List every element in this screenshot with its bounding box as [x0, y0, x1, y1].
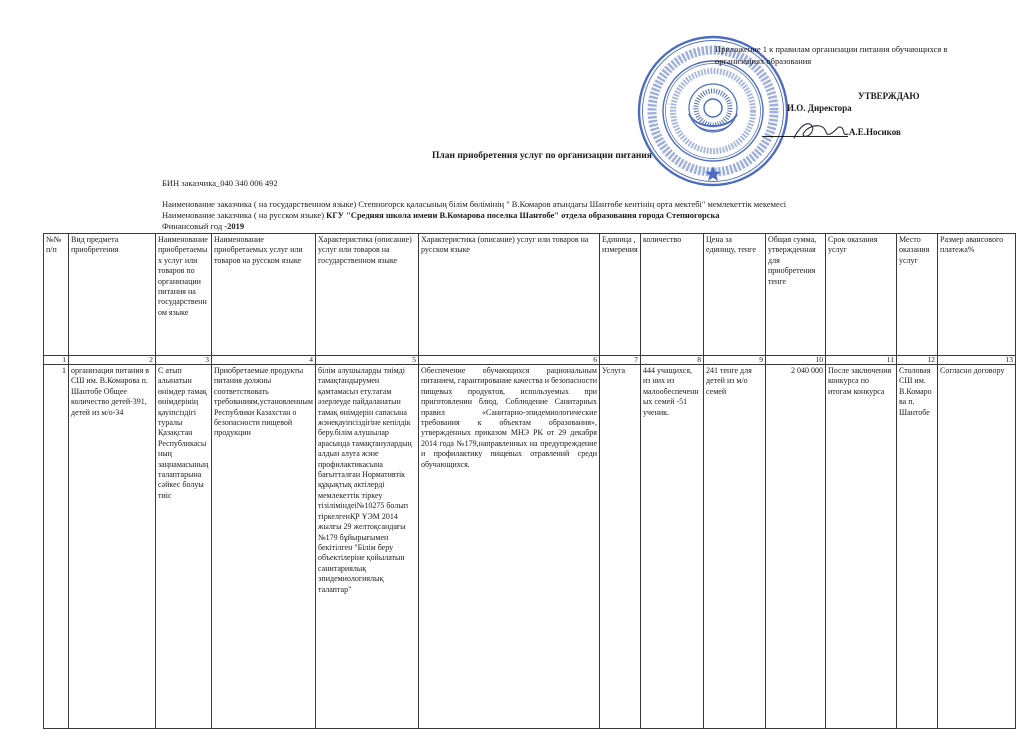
table-header-row	[44, 234, 1016, 356]
signer-position: И.О. Директора	[787, 103, 852, 113]
header-service-term: Срок оказания услуг	[826, 234, 897, 356]
cell-subject-type: организация питания в СШ им. В.Комарова п. Шантобе Общее количество детей-391, детей из м/о-34	[69, 365, 156, 729]
cell-unit-price: 241 тенге для детей из м/о семей	[704, 365, 766, 729]
customer-name-ru-value: КГУ "Средняя школа имени В.Комарова поселка Шантобе" отдела образования города Степногорска	[326, 210, 720, 220]
table-row	[44, 365, 1016, 729]
header-name-state-language: Наименование приобретаемых услуг или товаров по организации питания на государственном языке	[156, 234, 212, 356]
cell-name-state-language: С атып алынатын өнімдер тамақ өнімдерінің қауіпсіздігі туралы Қазақстан Республикасының заңнамасының талаптарына сәйкес болуы тиіс	[156, 365, 212, 729]
customer-name-state-label: Наименование заказчика ( на государственном языке)	[162, 199, 357, 209]
appendix-note: Приложение 1 к правилам организации питания обучающихся в	[715, 44, 948, 54]
cell-description-russian: Обеспечение обучающихся рациональным питанием, гарантирование качества и безопасности пищевых продуктов, используемых при приготовлении блюд. Соблюдение Санитарных правил «Санитарно-эпидемиологические требования к объектам образования», утвержденных приказом МНЭ РК от 29 декабря 2014 года №179,направленных на предупреждение и профилактику пищевых отравлений среди обучающихся.	[419, 365, 600, 729]
customer-name-state-value: Степногорск қаласының білім бөлімінің " В.Комаров атындағы Шантөбе кентінің орта мектебі" мемлекеттік мекемесі	[358, 199, 787, 209]
cell-quantity: 444 учащихся, из них из малообеспеченных семей -51 ученик.	[641, 365, 704, 729]
appendix-note-line2: организациях образования	[715, 56, 812, 66]
column-number: 10	[766, 356, 826, 365]
column-number: 5	[316, 356, 419, 365]
cell-service-place: Столовая СШ им. В.Комарова п. Шантобе	[897, 365, 938, 729]
header-description-state-language: Характеристика (описание) услуг или товаров на государственном языке	[316, 234, 419, 356]
cell-name-russian: Приобретаемые продукты питания должны соответствовать требованиям,установленным Республики Казахстан о безопасности пищевой продукции	[212, 365, 316, 729]
column-number: 4	[212, 356, 316, 365]
header-unit-price: Цена за единицу, тенге	[704, 234, 766, 356]
fiscal-year	[162, 221, 244, 232]
header-unit: Единица , измерения	[600, 234, 641, 356]
header-service-place: Место оказания услуг	[897, 234, 938, 356]
column-number: 7	[600, 356, 641, 365]
cell-advance-payment: Согласно договору	[938, 365, 1016, 729]
header-total-amount: Общая сумма, утвержденная для приобретения тенге	[766, 234, 826, 356]
column-number: 2	[69, 356, 156, 365]
header-number: №№ п/п	[44, 234, 69, 356]
cell-number: 1	[44, 365, 69, 729]
column-number: 11	[826, 356, 897, 365]
column-number: 13	[938, 356, 1016, 365]
cell-total-amount: 2 040 000	[766, 365, 826, 729]
customer-name-ru-label: Наименование заказчика ( на русском языке)	[162, 210, 325, 220]
customer-name-state-language	[162, 199, 786, 210]
document-title: План приобретения услуг по организации питания	[432, 151, 652, 161]
signer-name: А.Е.Носиков	[849, 127, 901, 137]
column-number: 8	[641, 356, 704, 365]
cell-unit: Услуга	[600, 365, 641, 729]
official-stamp	[636, 34, 790, 188]
fiscal-year-label: Финансовый год	[162, 221, 223, 231]
column-number: 3	[156, 356, 212, 365]
handwritten-signature	[790, 112, 860, 146]
header-quantity: количество	[641, 234, 704, 356]
cell-service-term: После заключения конкурса по итогам конкурса	[826, 365, 897, 729]
column-number: 12	[897, 356, 938, 365]
cell-description-state-language: білім алушыларды тиімді тамақтандырумен қамтамасыз ету.тағам әзерлеуде пайдаланатын тамақ өнімдерін сапасына жэнеқауіпсіздігіне кепілдік беру.білім алушылар арасында тамақтанулардың алдын алуға жэне профилактикасына бағытталған Нормативтік құқықтық актілерді мемлекеттік тіркеу тізіліміндеі№10275 болып тіркелгенҚР ҰЭМ 2014 жылғы 29 желтоқсандағы №179 бұйырығымен бекітілген "Білім беру объектілеріне қойылатын санитариялық эпидемиологиялық талаптар"	[316, 365, 419, 729]
column-number: 6	[419, 356, 600, 365]
header-name-russian: Наименование приобретаемых услуг или товаров на русском языке	[212, 234, 316, 356]
procurement-plan-table	[43, 233, 1016, 729]
header-description-russian: Характеристика (описание) услуг или товаров на русском языке	[419, 234, 600, 356]
column-number: 9	[704, 356, 766, 365]
fiscal-year-value: -2019	[224, 221, 245, 231]
header-subject-type: Вид предмета приобретения	[69, 234, 156, 356]
column-number-row	[44, 356, 1016, 365]
column-number: 1	[44, 356, 69, 365]
approval-heading: УТВЕРЖДАЮ	[858, 91, 920, 101]
header-advance-payment: Размер авансового платежа%	[938, 234, 1016, 356]
customer-name-russian	[162, 210, 719, 221]
customer-bin: БИН заказчика_040 340 006 492	[162, 178, 278, 188]
